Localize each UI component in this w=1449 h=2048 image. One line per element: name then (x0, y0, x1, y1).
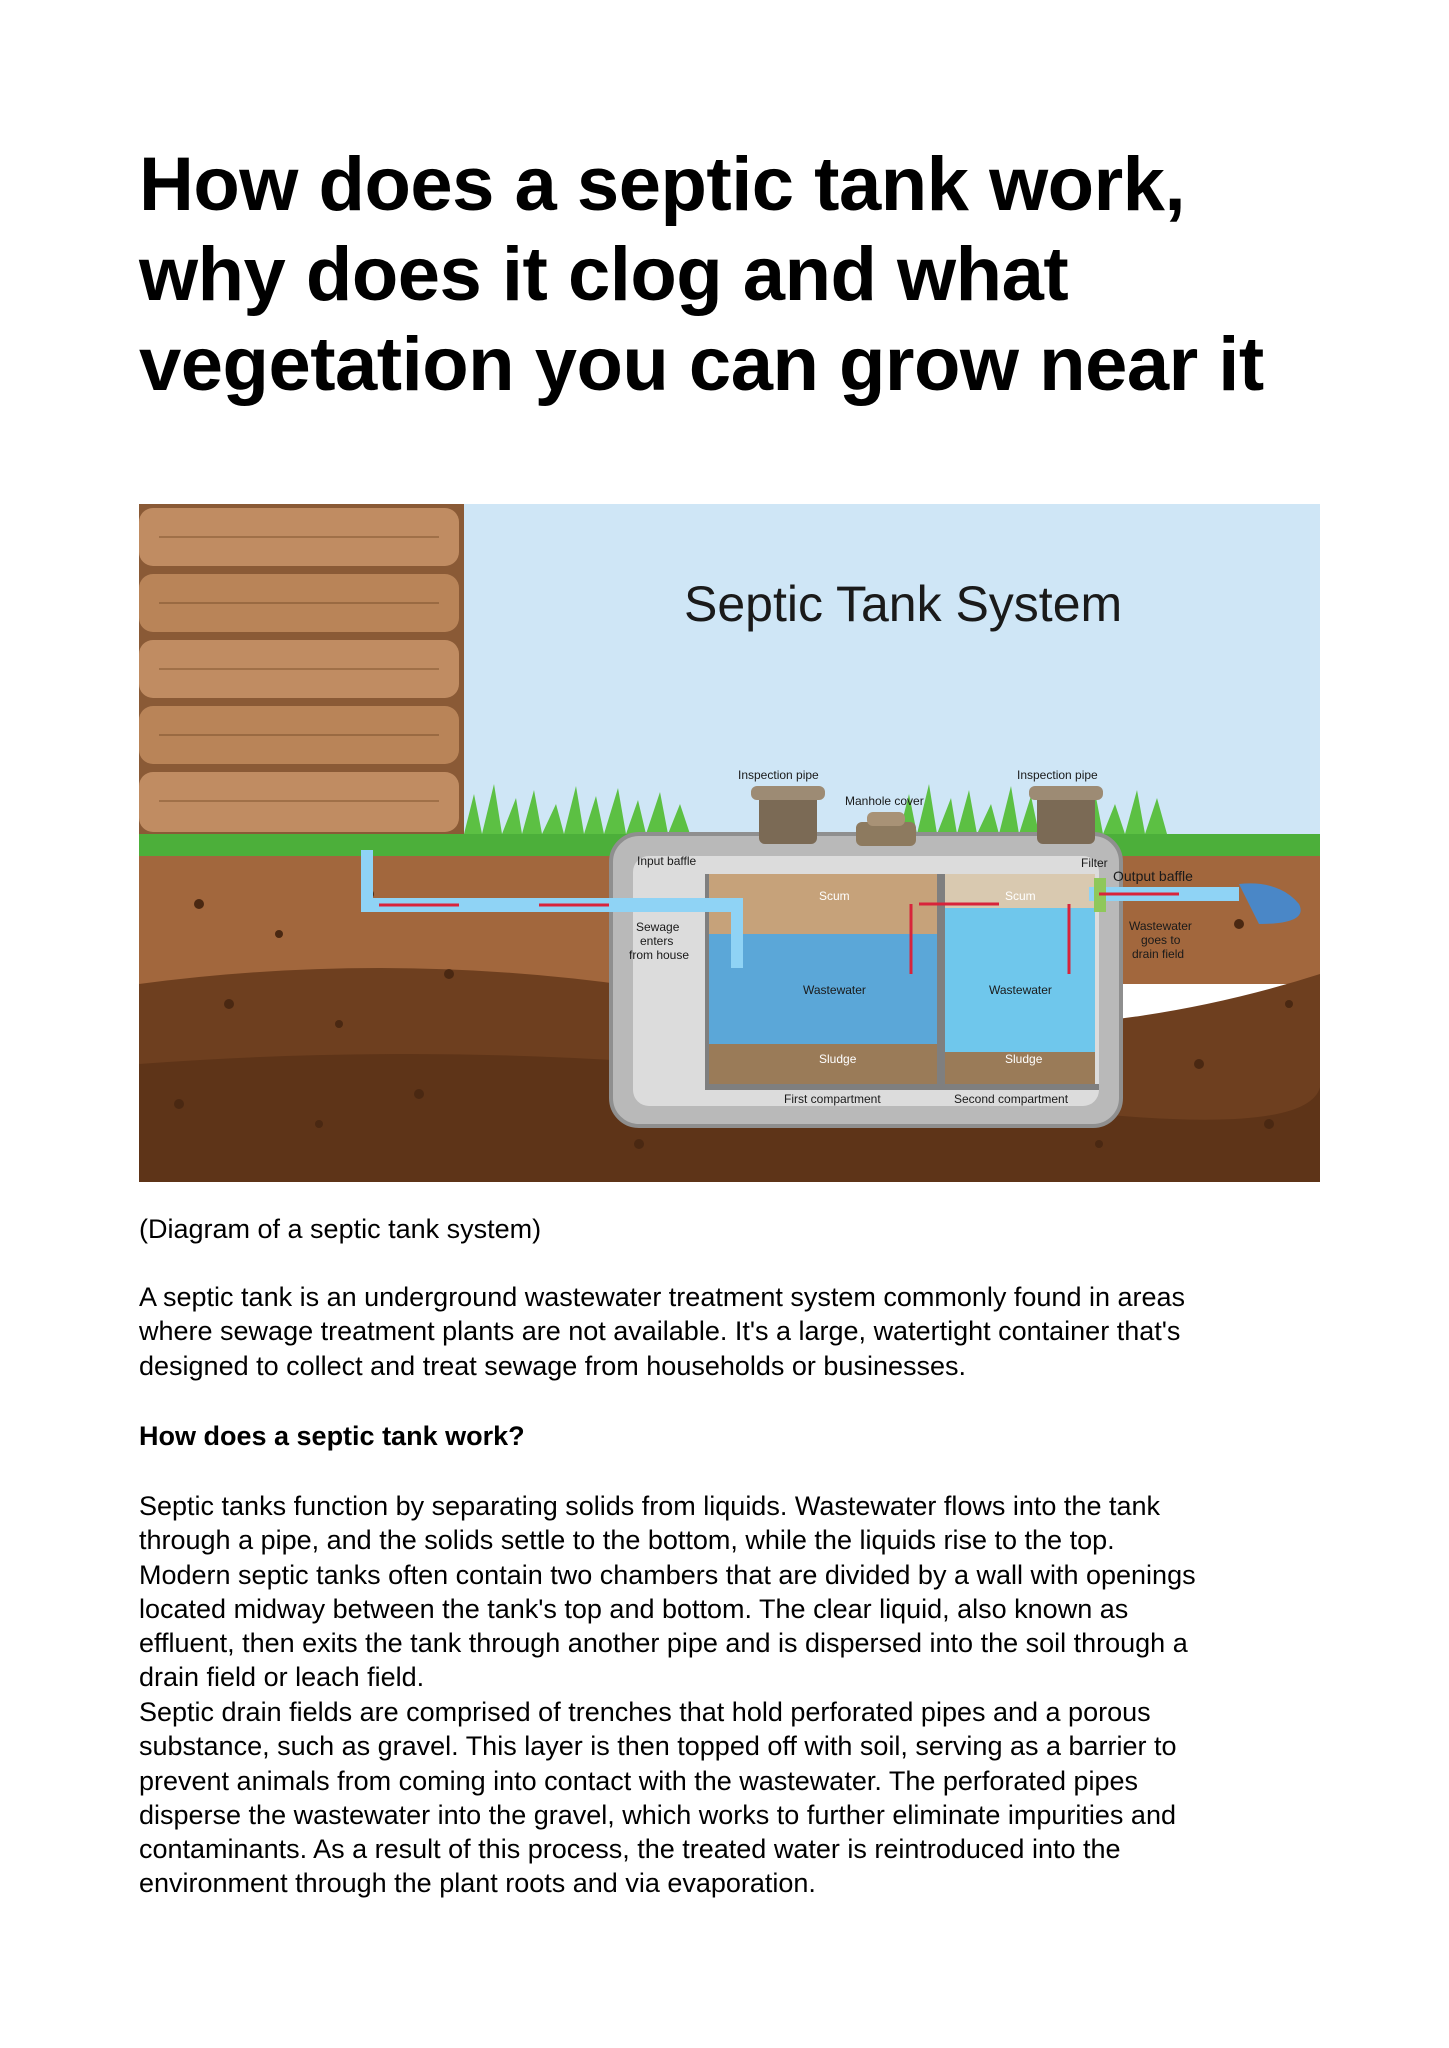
second-compartment-label: Second compartment (954, 1092, 1069, 1106)
text-line: disperse the wastewater into the gravel, which works to further eliminate impurities and (139, 1799, 1176, 1830)
text-line: drain field or leach field. (139, 1662, 425, 1693)
sludge-label: Sludge (1005, 1052, 1043, 1066)
figure-caption: (Diagram of a septic tank system) (139, 1214, 542, 1244)
section-paragraph-1 (139, 1489, 1320, 1695)
wastewater-label: Wastewater (803, 983, 866, 997)
text-line: where sewage treatment plants are not available. It's a large, watertight container that's (139, 1316, 1181, 1347)
drain-label: Wastewater (1129, 919, 1192, 933)
title-line: why does it clog and what (139, 232, 1069, 317)
sewage-label: enters (640, 934, 674, 948)
text-line: Septic tanks function by separating solids from liquids. Wastewater flows into the tank (139, 1491, 1160, 1521)
scum-label: Scum (1005, 889, 1036, 903)
intro-paragraph (139, 1280, 1320, 1383)
article-title (139, 140, 1320, 410)
text-line: substance, such as gravel. This layer is then topped off with soil, serving as a barrier to (139, 1731, 1177, 1762)
text-line: contaminants. As a result of this process, the treated water is reintroduced into the (139, 1834, 1121, 1865)
text-line: prevent animals from coming into contact with the wastewater. The perforated pipes (139, 1765, 1139, 1796)
text-line: Septic drain fields are comprised of trenches that hold perforated pipes and a porous (139, 1697, 1151, 1727)
text-line: Modern septic tanks often contain two chambers that are divided by a wall with openings (139, 1559, 1196, 1590)
manhole-cover-label: Manhole cover (845, 794, 924, 808)
septic-tank-diagram (139, 504, 1320, 1182)
title-line: vegetation you can grow near it (139, 322, 1264, 407)
inspection-pipe-right (1037, 794, 1095, 844)
section-heading: How does a septic tank work? (139, 1421, 525, 1451)
input-baffle-label: Input baffle (637, 854, 697, 868)
sludge-label: Sludge (819, 1052, 857, 1066)
sewage-label: Sewage (636, 920, 680, 934)
text-line: located midway between the tank's top and bottom. The clear liquid, also known as (139, 1593, 1129, 1624)
text-line: designed to collect and treat sewage from households or businesses. (139, 1350, 966, 1381)
wastewater-label: Wastewater (989, 983, 1052, 997)
inspection-pipe-label: Inspection pipe (1017, 768, 1098, 782)
inspection-pipe-left (759, 794, 817, 844)
section-paragraph-2 (139, 1695, 1320, 1901)
first-compartment-label: First compartment (784, 1092, 881, 1106)
title-line: How does a septic tank work, (139, 142, 1186, 227)
drain-label: drain field (1132, 947, 1185, 961)
drain-label: goes to (1141, 933, 1181, 947)
text-line: environment through the plant roots and via evaporation. (139, 1868, 816, 1899)
house-wall (139, 504, 464, 844)
scum-label: Scum (819, 889, 850, 903)
filter-label: Filter (1081, 856, 1108, 870)
diagram-title: Septic Tank System (684, 576, 1123, 632)
text-line: A septic tank is an underground wastewater treatment system commonly found in areas (139, 1282, 1186, 1312)
text-line: through a pipe, and the solids settle to the bottom, while the liquids rise to the top. (139, 1525, 1115, 1556)
text-line: effluent, then exits the tank through another pipe and is dispersed into the soil through a (139, 1628, 1188, 1659)
sewage-label: from house (629, 948, 690, 962)
inspection-pipe-label: Inspection pipe (738, 768, 819, 782)
output-baffle-label: Output baffle (1113, 868, 1193, 884)
